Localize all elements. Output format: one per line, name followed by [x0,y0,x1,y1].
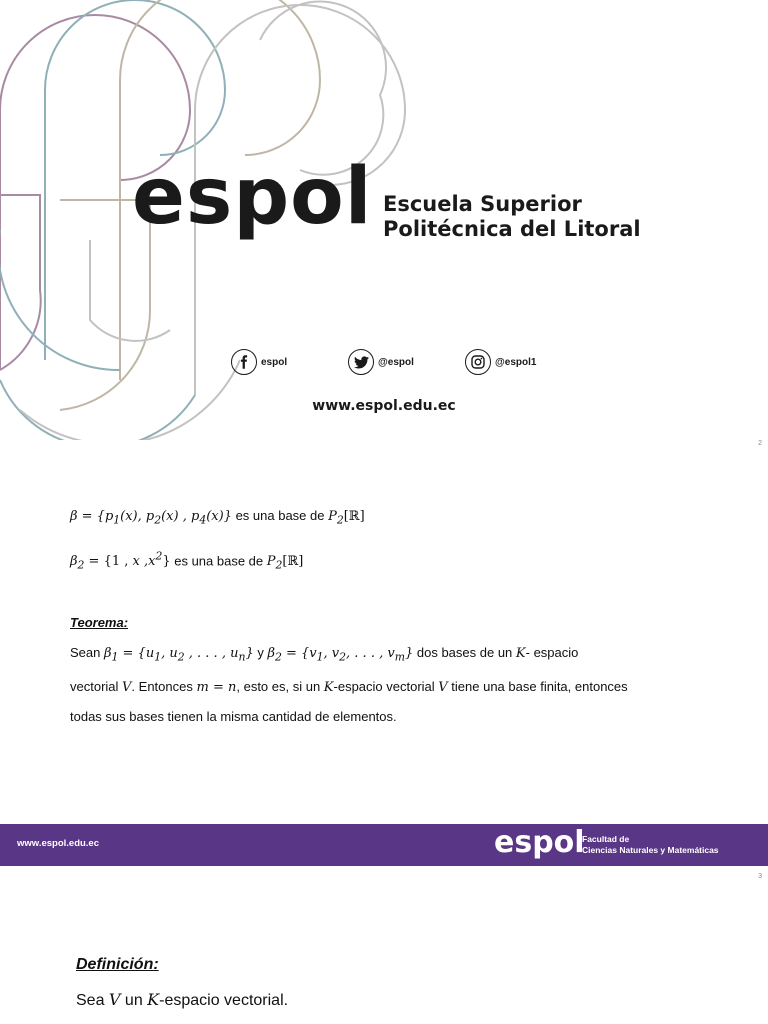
faculty-name [582,834,719,856]
theorem-text: Sean [70,645,104,660]
footer-url[interactable]: www.espol.edu.ec [17,838,100,849]
field-k: K [147,990,160,1009]
institution-line-1: Escuela Superior [383,192,582,216]
faculty-line-2: Ciencias Naturales y Matemáticas [582,845,719,855]
page-number: 2 [758,440,762,447]
twitter-icon [348,349,374,375]
footer-banner [0,824,768,866]
space-v: V [438,679,448,695]
facebook-label: espol [261,356,288,368]
website-link[interactable]: www.espol.edu.ec [312,398,456,414]
theorem-statement [70,638,630,731]
footer-espol-logo: espol [494,825,585,860]
definition-text [76,989,288,1012]
instagram-icon [465,349,491,375]
basis-beta-formula: $\beta = \{p_1(x)$, $p_2(x)$ , $p_4(x)$} [70,509,232,527]
polynomial-space: $P_2[ℝ]$ [328,509,365,527]
social-instagram[interactable] [465,349,536,375]
basis-b2: $\beta_2 = \{v_1$, $v_2$, . . . , $v_m$} [267,646,414,664]
theorem-text: -espacio vectorial [333,678,439,694]
space-v: V [108,990,121,1009]
theorem-title: Teorema: [70,615,129,630]
field-k: K [515,646,526,661]
definition-fragment: Sea [76,992,109,1009]
equation-m-n: m = n [196,679,237,695]
twitter-label: @espol [378,356,414,368]
definition-fragment: un [120,992,148,1009]
basis-beta2-formula: $\beta_2 = \{1$ , x $,x^2$} [70,550,171,572]
space-v: V [122,679,132,695]
espol-logo: espol [132,152,373,242]
theorem-text: y [253,645,268,660]
definition-slide [0,866,768,1024]
theorem-text: , esto es, si un [236,678,324,694]
instagram-label: @espol1 [495,356,537,368]
theorem-text: tiene una base finita, entonces todas sus bases tienen la misma cantidad de elementos. [70,678,628,724]
basis-beta2-text: es una base de [170,553,267,569]
basis-b1: $\beta_1 = \{u_1$, $u_2$ , . . . , $u_n$} [103,646,254,664]
institution-line-2: Politécnica del Litoral [383,217,641,241]
theorem-text: - espacio vectorial [70,645,579,694]
facebook-icon [231,349,257,375]
page-number: 3 [758,873,762,880]
polynomial-space-2: $P_2[ℝ]$ [266,554,304,572]
title-slide [0,0,768,440]
field-k: K [323,679,334,695]
basis-beta-text: es una base de [231,508,329,523]
institution-name [383,192,641,242]
theorem-text: . Entonces [131,678,197,694]
faculty-line-1: Facultad de [582,834,630,844]
definition-title: Definición: [76,956,159,973]
basis-beta2-line [70,548,303,575]
theorem-text: dos bases de un [413,645,516,660]
definition-fragment: -espacio vectorial. [159,992,289,1009]
basis-beta-line [70,507,365,530]
social-twitter[interactable] [348,349,414,375]
social-facebook[interactable] [231,349,287,375]
theorem-slide [0,440,768,866]
